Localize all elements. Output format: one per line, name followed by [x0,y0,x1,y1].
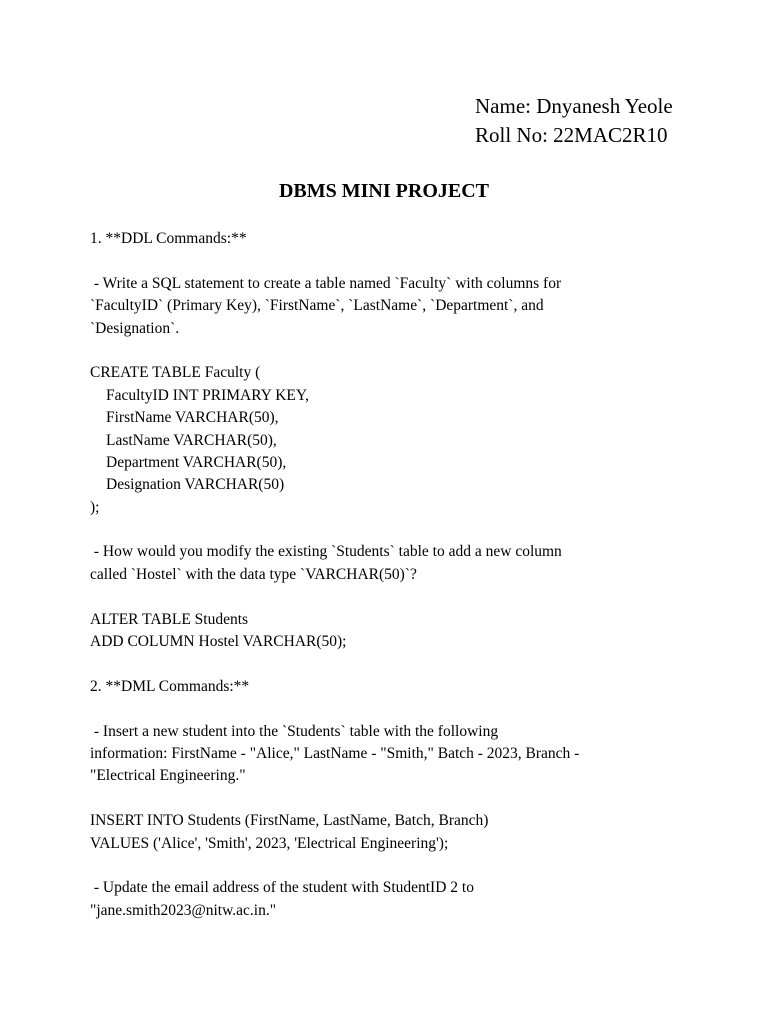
question-text: "Electrical Engineering." [90,767,246,785]
question-text: - Write a SQL statement to create a table named `Faculty` with columns for [90,274,562,292]
blank-line [90,788,730,810]
blank-line [90,653,730,675]
section-heading-dml: 2. **DML Commands:** [90,677,250,695]
code-line: ALTER TABLE Students [90,610,249,628]
author-name: Name: Dnyanesh Yeole [475,94,673,118]
code-line: INSERT INTO Students (FirstName, LastName, Batch, Branch) [90,812,489,830]
code-line: ADD COLUMN Hostel VARCHAR(50); [90,633,347,651]
question-text: information: FirstName - "Alice," LastName - "Smith," Batch - 2023, Branch - [90,744,580,762]
code-line: Department VARCHAR(50), [106,453,287,471]
blank-line [90,698,730,720]
question-text: - How would you modify the existing `Students` table to add a new column [90,543,562,561]
author-header [475,92,673,150]
code-line: FirstName VARCHAR(50), [106,409,279,427]
question-text: `FacultyID` (Primary Key), `FirstName`, `LastName`, `Department`, and [90,297,544,315]
code-line: CREATE TABLE Faculty ( [90,364,261,382]
code-line: LastName VARCHAR(50), [106,431,277,449]
blank-line [90,855,730,877]
blank-line [90,519,730,541]
section-heading-ddl: 1. **DDL Commands:** [90,230,247,247]
document-title: DBMS MINI PROJECT [278,180,489,202]
blank-line [90,340,730,362]
roll-number: Roll No: 22MAC2R10 [475,123,668,147]
blank-line [90,586,730,608]
question-text: - Insert a new student into the `Students` table with the following [90,722,499,740]
code-line: ); [90,498,100,516]
code-line: Designation VARCHAR(50) [106,476,285,494]
question-text: - Update the email address of the student with StudentID 2 to [90,879,474,897]
code-line: FacultyID INT PRIMARY KEY, [106,386,309,404]
question-text: `Designation`. [90,319,180,337]
question-text: called `Hostel` with the data type `VARCHAR(50)`? [90,565,417,583]
blank-line [90,250,730,272]
code-line: VALUES ('Alice', 'Smith', 2023, 'Electrical Engineering'); [90,834,449,852]
document-body [90,228,730,922]
question-text: "jane.smith2023@nitw.ac.in." [90,901,277,919]
